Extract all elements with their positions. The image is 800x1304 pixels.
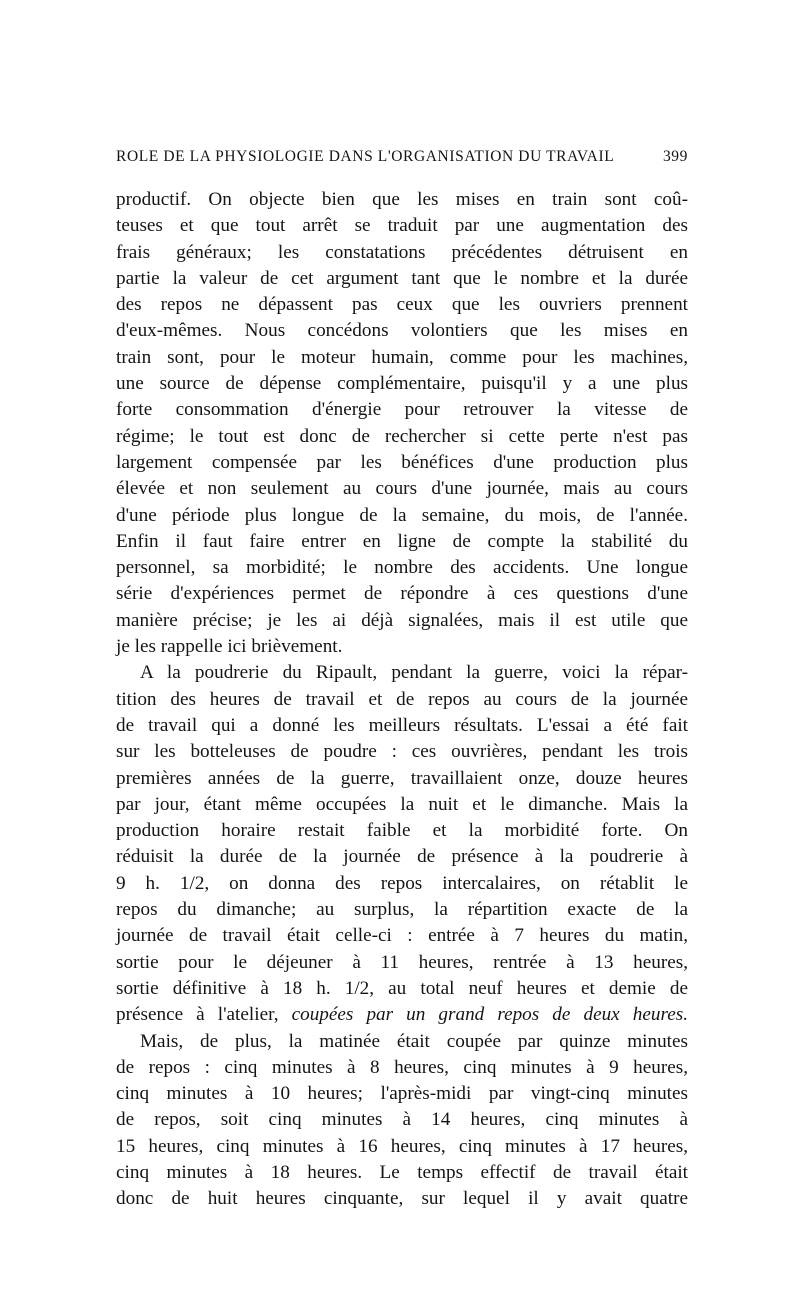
text-line: réduisit la durée de la journée de présence à la poudrerie à bbox=[116, 846, 688, 868]
text-line: d'eux-mêmes. Nous concédons volontiers que les mises en bbox=[116, 320, 688, 342]
text-line: repos du dimanche; au surplus, la répartition exacte de la bbox=[116, 899, 688, 921]
text-line: des repos ne dépassent pas ceux que les ouvriers prennent bbox=[116, 294, 688, 316]
text-line: d'une période plus longue de la semaine, du mois, de l'année. bbox=[116, 504, 688, 526]
paragraph bbox=[116, 1029, 688, 1213]
paragraph bbox=[116, 660, 688, 1028]
text-line: partie la valeur de cet argument tant que le nombre et la durée bbox=[116, 267, 688, 289]
italic-emphasis: coupées par un grand repos de deux heures. bbox=[291, 1004, 689, 1026]
text-line: élevée et non seulement au cours d'une journée, mais au cours bbox=[116, 478, 688, 500]
text-line: forte consommation d'énergie pour retrouver la vitesse de bbox=[116, 399, 688, 421]
text-line: 9 h. 1/2, on donna des repos intercalaires, on rétablit le bbox=[116, 872, 688, 894]
text-line: journée de travail était celle-ci : entrée à 7 heures du matin, bbox=[116, 925, 688, 947]
text-line: de repos, soit cinq minutes à 14 heures, cinq minutes à bbox=[116, 1109, 688, 1131]
text-line: par jour, étant même occupées la nuit et le dimanche. Mais la bbox=[116, 793, 688, 815]
running-head-title: ROLE DE LA PHYSIOLOGIE DANS L'ORGANISATION DU TRAVAIL bbox=[116, 148, 615, 165]
text-line: cinq minutes à 10 heures; l'après-midi par vingt-cinq minutes bbox=[116, 1083, 688, 1105]
text-run: présence à l'atelier, bbox=[116, 1004, 292, 1026]
text-line: sortie définitive à 18 h. 1/2, au total neuf heures et demie de bbox=[116, 977, 688, 999]
text-line: une source de dépense complémentaire, puisqu'il y a une plus bbox=[116, 373, 688, 395]
text-line: production horaire restait faible et la morbidité forte. On bbox=[116, 820, 688, 842]
text-line: de travail qui a donné les meilleurs résultats. L'essai a été fait bbox=[116, 714, 688, 736]
text-line: A la poudrerie du Ripault, pendant la guerre, voici la répar- bbox=[140, 662, 688, 684]
text-line: Enfin il faut faire entrer en ligne de compte la stabilité du bbox=[116, 530, 688, 552]
text-line: train sont, pour le moteur humain, comme pour les machines, bbox=[116, 346, 688, 368]
text-line: frais généraux; les constatations précédentes détruisent en bbox=[116, 241, 688, 263]
text-line: premières années de la guerre, travaillaient onze, douze heures bbox=[116, 767, 688, 789]
text-line: je les rappelle ici brièvement. bbox=[116, 636, 343, 658]
text-line: Mais, de plus, la matinée était coupée par quinze minutes bbox=[140, 1030, 688, 1052]
text-line: sur les botteleuses de poudre : ces ouvrières, pendant les trois bbox=[116, 741, 688, 763]
text-line: largement compensée par les bénéfices d'une production plus bbox=[116, 451, 688, 473]
running-head bbox=[116, 148, 688, 170]
text-line: manière précise; je les ai déjà signalées, mais il est utile que bbox=[116, 609, 688, 631]
text-line: productif. On objecte bien que les mises en train sont coû- bbox=[116, 189, 688, 210]
text-line: personnel, sa morbidité; le nombre des accidents. Une longue bbox=[116, 557, 688, 579]
paragraph bbox=[116, 187, 688, 660]
page-number: 399 bbox=[662, 148, 688, 165]
text-line: tition des heures de travail et de repos au cours de la journée bbox=[116, 688, 688, 710]
text-line: sortie pour le déjeuner à 11 heures, rentrée à 13 heures, bbox=[116, 951, 688, 973]
text-line: donc de huit heures cinquante, sur lequel il y avait quatre bbox=[116, 1188, 688, 1210]
text-line: régime; le tout est donc de rechercher si cette perte n'est pas bbox=[116, 425, 688, 447]
text-line: de repos : cinq minutes à 8 heures, cinq minutes à 9 heures, bbox=[116, 1056, 688, 1078]
text-line: série d'expériences permet de répondre à ces questions d'une bbox=[116, 583, 688, 605]
text-line bbox=[116, 1002, 688, 1028]
body-text bbox=[116, 187, 688, 1213]
text-line: teuses et que tout arrêt se traduit par une augmentation des bbox=[116, 215, 688, 237]
text-line: cinq minutes à 18 heures. Le temps effectif de travail était bbox=[116, 1161, 688, 1183]
text-line: 15 heures, cinq minutes à 16 heures, cinq minutes à 17 heures, bbox=[116, 1135, 688, 1157]
